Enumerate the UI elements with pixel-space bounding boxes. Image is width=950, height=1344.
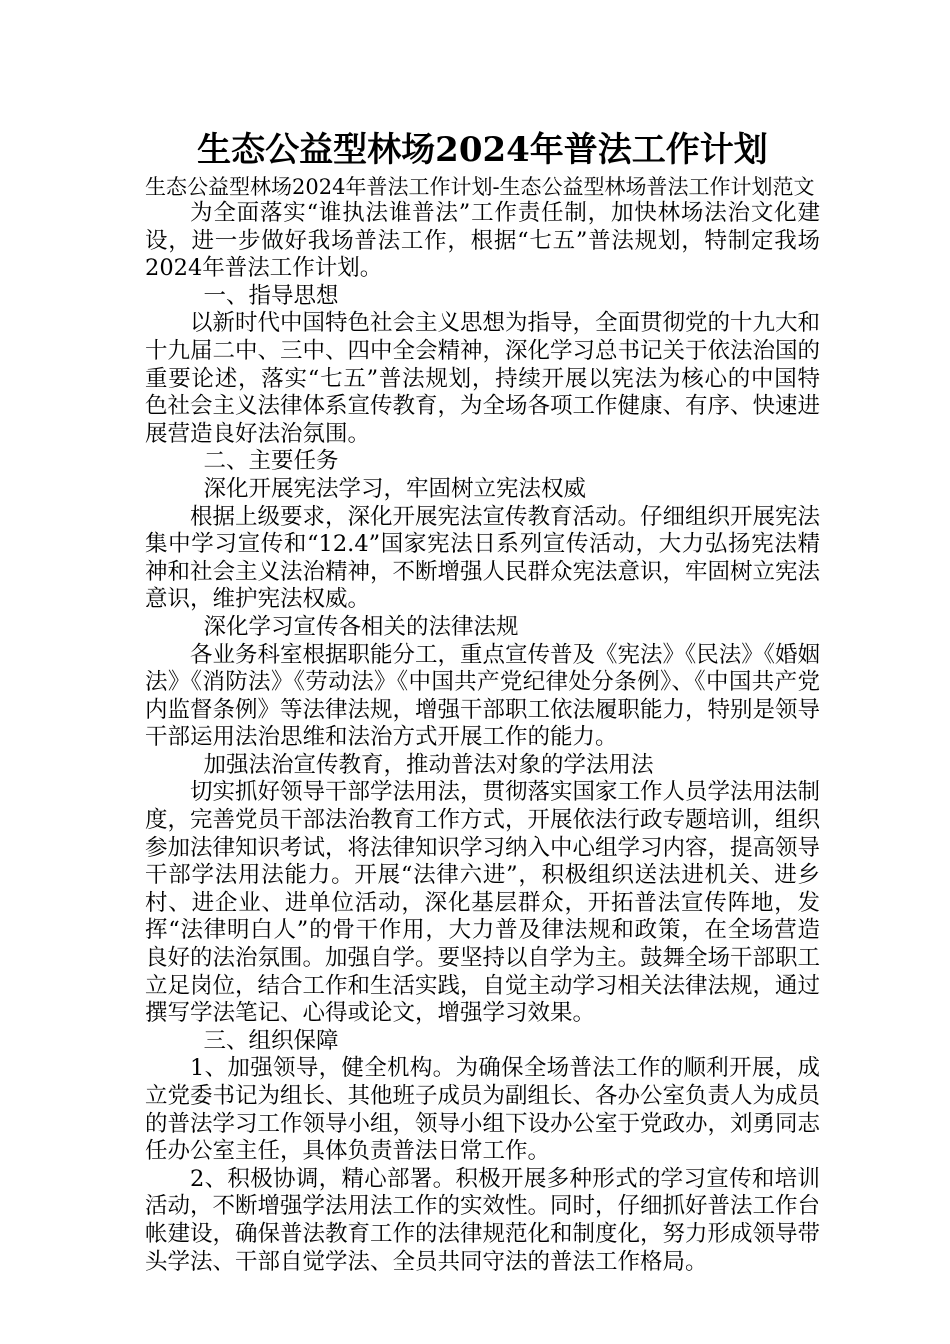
task-heading-constitution: 深化开展宪法学习，牢固树立宪法权威 — [203, 475, 587, 502]
intro-paragraph: 为全面落实“谁执法谁普法”工作责任制，加快林场法治文化建设，进一步做好我场普法工作，根据“七五”普法规划，特制定我场2024年普法工作计划。 — [145, 200, 820, 282]
section-heading-organization: 三、组织保障 — [203, 1027, 339, 1054]
task-heading-laws: 深化学习宣传各相关的法律法规 — [203, 613, 519, 640]
task-paragraph-laws: 各业务科室根据职能分工，重点宣传普及《宪法》《民法》《婚姻法》《消防法》《劳动法》《中国共产党纪律处分条例》、《中国共产党内监督条例》等法律法规，增强干部职工依法履职能力，特别是领导干部运用法治思维和法治方式开展工作的能力。 — [145, 641, 821, 751]
document-subtitle: 生态公益型林场2024年普法工作计划-生态公益型林场普法工作计划范文 — [145, 175, 815, 199]
guarantee-paragraph-leadership: 1、加强领导，健全机构。为确保全场普法工作的顺利开展，成立党委书记为组长、其他班子成员为副组长、各办公室负责人为成员的普法学习工作领导小组，领导小组下设办公室于党政办，刘勇同志任办公室主任，具体负责普法日常工作。 — [145, 1055, 821, 1165]
document-page — [145, 128, 820, 1276]
task-paragraph-constitution: 根据上级要求，深化开展宪法宣传教育活动。仔细组织开展宪法集中学习宣传和“12.4”国家宪法日系列宣传活动，大力弘扬宪法精神和社会主义法治精神，不断增强人民群众宪法意识，牢固树立宪法意识，维护宪法权威。 — [145, 503, 821, 613]
section-heading-guiding-thought: 一、指导思想 — [203, 282, 339, 309]
task-paragraph-education: 切实抓好领导干部学法用法，贯彻落实国家工作人员学法用法制度，完善党员干部法治教育工作方式，开展依法行政专题培训，组织参加法律知识考试，将法律知识学习纳入中心组学习内容，提高领导干部学法用法能力。开展“法律六进”，积极组织送法进机关、进乡村、进企业、进单位活动，深化基层群众，开拓普法宣传阵地，发挥“法律明白人”的骨干作用，大力普及律法规和政策，在全场营造良好的法治氛围。加强自学。要坚持以自学为主。鼓舞全场干部职工立足岗位，结合工作和生活实践，自觉主动学习相关法律法规，通过撰写学法笔记、心得或论文，增强学习效果。 — [145, 779, 821, 1027]
task-heading-education: 加强法治宣传教育，推动普法对象的学法用法 — [203, 751, 654, 778]
section-heading-main-tasks: 二、主要任务 — [203, 448, 339, 475]
guarantee-paragraph-coordination: 2、积极协调，精心部署。积极开展多种形式的学习宣传和培训活动，不断增强学法用法工作的实效性。同时，仔细抓好普法工作台帐建设，确保普法教育工作的法律规范化和制度化，努力形成领导带头学法、干部自觉学法、全员共同守法的普法工作格局。 — [145, 1165, 821, 1275]
guiding-thought-paragraph: 以新时代中国特色社会主义思想为指导，全面贯彻党的十九大和十九届二中、三中、四中全会精神，深化学习总书记关于依法治国的重要论述，落实“七五”普法规划，持续开展以宪法为核心的中国特色社会主义法律体系宣传教育，为全场各项工作健康、有序、快速进展营造良好法治氛围。 — [145, 310, 821, 447]
document-title: 生态公益型林场2024年普法工作计划 — [197, 130, 768, 170]
